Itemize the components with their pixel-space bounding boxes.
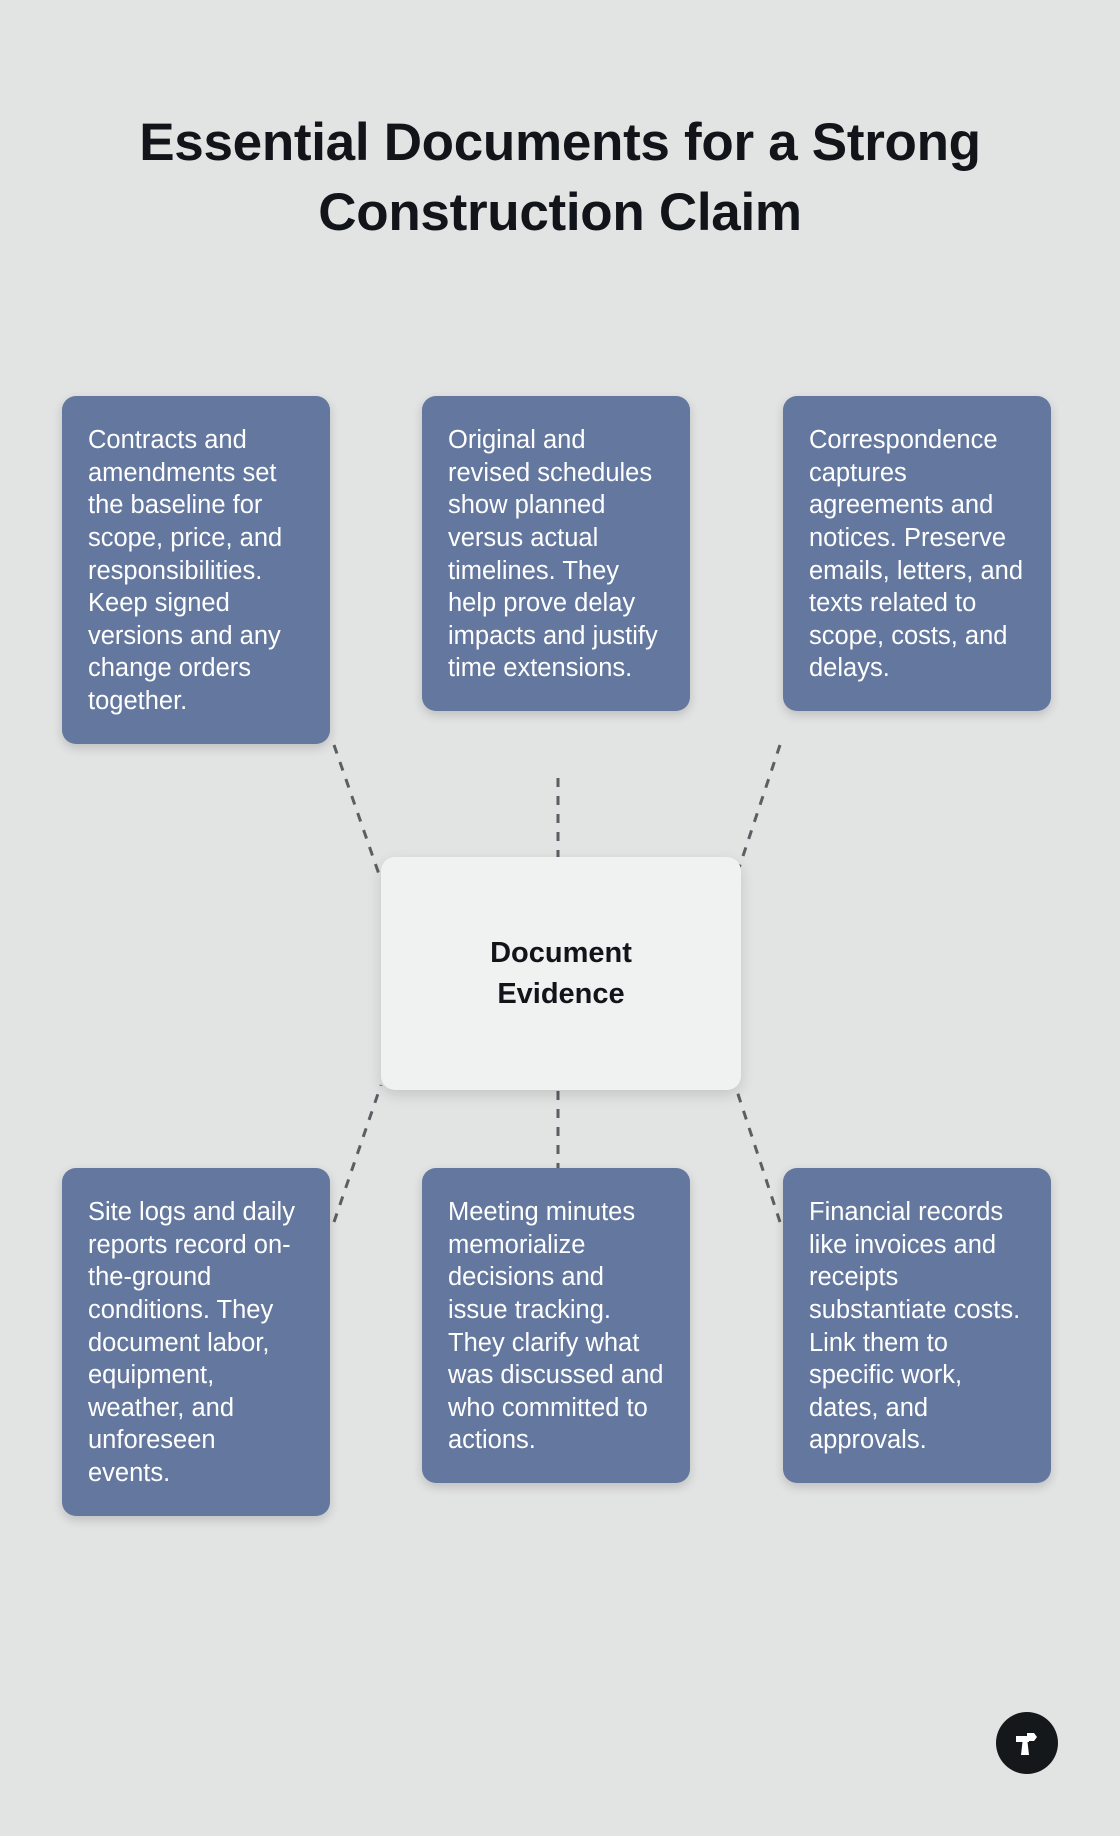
node-schedules (422, 396, 690, 711)
connector-line-1 (334, 745, 381, 880)
hammer-icon (1008, 1724, 1046, 1762)
node-meeting-minutes (422, 1168, 690, 1483)
connector-line-4 (334, 1085, 381, 1222)
node-text: Financial records like invoices and receipts substantiate costs. Link them to specific work, dates, and approvals. (809, 1198, 1021, 1455)
node-correspondence (783, 396, 1051, 711)
node-text: Contracts and amendments set the baseline for scope, price, and responsibilities. Keep signed versions and any change orders together. (88, 426, 283, 715)
node-financial-records (783, 1168, 1051, 1483)
page-title: Essential Documents for a Strong Construction Claim (139, 113, 981, 242)
center-title-line2: Evidence (497, 977, 625, 1010)
brand-logo (996, 1712, 1058, 1774)
connector-line-3 (735, 745, 780, 880)
node-contracts (62, 396, 330, 744)
node-text: Meeting minutes memorialize decisions and issue tracking. They clarify what was discussed and who committed to actions. (448, 1198, 664, 1455)
center-node-document-evidence (381, 857, 741, 1090)
node-text: Correspondence captures agreements and notices. Preserve emails, letters, and texts related to scope, costs, and delays. (809, 426, 1024, 683)
node-text: Original and revised schedules show planned versus actual timelines. They help prove delay impacts and justify time extensions. (448, 426, 658, 683)
node-site-logs (62, 1168, 330, 1516)
connector-line-6 (735, 1085, 780, 1222)
node-text: Site logs and daily reports record on-the-ground conditions. They document labor, equipment, weather, and unforeseen events. (88, 1198, 295, 1487)
center-title-line1: Document (490, 936, 632, 969)
